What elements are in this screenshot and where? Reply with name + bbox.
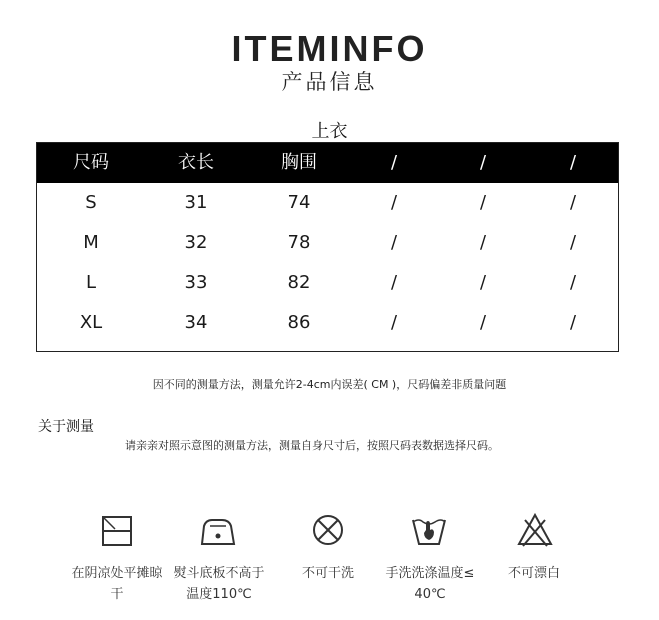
table-cell: / — [479, 312, 487, 333]
table-cell: / — [479, 272, 487, 293]
table-cell: / — [569, 312, 577, 333]
header-cell-length: 衣长 — [178, 152, 214, 173]
table-cell: / — [479, 192, 487, 213]
header-cell-empty: / — [390, 152, 398, 173]
table-cell: / — [390, 312, 398, 333]
care-label-no-bleach: 不可漂白 — [507, 566, 560, 581]
table-cell: 74 — [287, 192, 311, 213]
title-en: ITEMINFO — [231, 28, 428, 69]
no-bleach-icon — [515, 510, 555, 550]
table-row — [37, 183, 618, 223]
care-label-flat-dry: 在阴凉处平摊晾 干 — [71, 566, 163, 602]
table-cell: M — [83, 232, 99, 253]
title-cn: 产品信息 — [281, 70, 378, 94]
header-cell-chest: 胸围 — [281, 152, 317, 173]
table-cell: S — [85, 192, 97, 213]
table-cell: / — [479, 232, 487, 253]
table-row — [37, 263, 618, 303]
measure-title: 关于测量 — [38, 419, 94, 435]
header-cell-size: 尺码 — [73, 152, 109, 173]
size-table — [36, 142, 619, 352]
iron-icon — [198, 510, 238, 550]
table-cell: / — [569, 192, 577, 213]
table-row — [37, 223, 618, 263]
table-cell: / — [569, 272, 577, 293]
table-cell: / — [390, 232, 398, 253]
table-header-row — [37, 143, 618, 183]
no-dry-clean-icon — [308, 510, 348, 550]
table-caption: 上衣 — [311, 121, 348, 142]
table-cell: 34 — [184, 312, 208, 333]
table-cell: L — [85, 272, 97, 293]
hand-wash-icon — [409, 510, 449, 550]
measure-description: 请亲亲对照示意图的测量方法，测量自身尺寸后，按照尺码表数据选择尺码。 — [125, 439, 499, 452]
care-label-iron: 熨斗底板不高于 温度110℃ — [173, 566, 265, 602]
header-cell-empty: / — [479, 152, 487, 173]
table-cell: 32 — [184, 232, 208, 253]
table-cell: 82 — [287, 272, 311, 293]
table-cell: 31 — [184, 192, 208, 213]
care-label-no-dry-clean: 不可干洗 — [301, 566, 354, 581]
header-cell-empty: / — [569, 152, 577, 173]
table-cell: / — [390, 272, 398, 293]
table-cell: / — [569, 232, 577, 253]
flat-dry-shade-icon — [97, 510, 137, 550]
table-cell: 78 — [287, 232, 311, 253]
care-label-hand-wash: 手洗洗涤温度≤ 40℃ — [385, 566, 475, 602]
measurement-note: 因不同的测量方法，测量允许2-4cm内误差( CM )，尺码偏差非质量问题 — [152, 378, 507, 391]
table-row — [37, 303, 618, 343]
table-cell: XL — [79, 312, 103, 333]
table-cell: 86 — [287, 312, 311, 333]
table-cell: / — [390, 192, 398, 213]
table-cell: 33 — [184, 272, 208, 293]
